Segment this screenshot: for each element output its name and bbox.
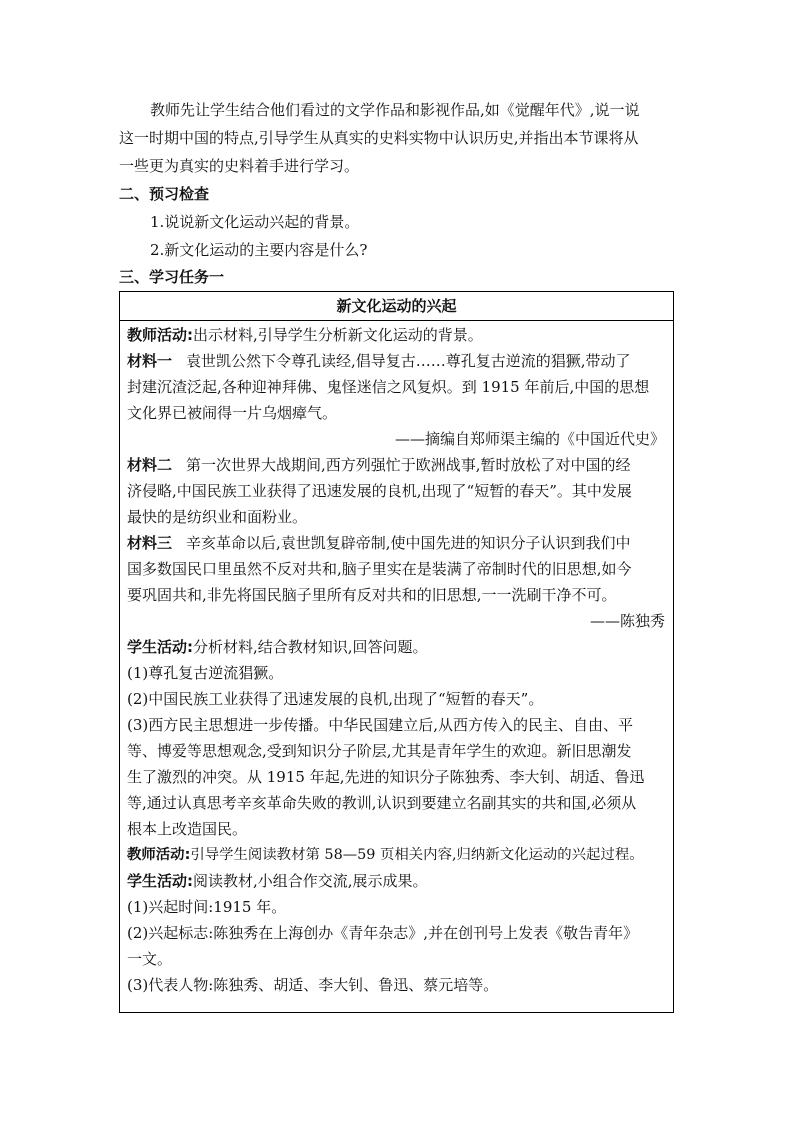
student-activity-label-2: 学生活动: [127, 872, 193, 890]
learning-task-table [119, 291, 674, 1013]
material-3-source: ——陈独秀 [589, 612, 665, 630]
result-3: (3)代表人物:陈独秀、胡适、李大钊、鲁迅、蔡元培等。 [127, 976, 499, 994]
result-2-line-2: 一文。 [127, 950, 173, 968]
answer-3-line-2: 等、博爱等思想观念,受到知识分子阶层,尤其是青年学生的欢迎。新旧思潮发 [127, 742, 632, 760]
preview-question-2: 2.新文化运动的主要内容是什么? [150, 241, 368, 259]
intro-line-1: 教师先让学生结合他们看过的文学作品和影视作品,如《觉醒年代》,说一说 [150, 101, 640, 119]
teacher-activity-label-2: 教师活动: [127, 847, 191, 863]
material-1-line-3: 文化界已被闹得一片乌烟瘴气。 [127, 404, 338, 422]
teacher-activity-1: 教师活动:出示材料,引导学生分析新文化运动的背景。 [127, 326, 483, 344]
material-3-line-1: 材料三 辛亥革命以后,袁世凯复辟帝制,使中国先进的知识分子认识到我们中 [127, 534, 631, 552]
result-2-line-1: (2)兴起标志:陈独秀在上海创办《青年杂志》,并在创刊号上发表《敬告青年》 [127, 924, 639, 942]
material-2-line-1: 材料二 第一次世界大战期间,西方列强忙于欧洲战事,暂时放松了对中国的经 [127, 456, 631, 474]
answer-3-line-3: 生了激烈的冲突。从 1915 年起,先进的知识分子陈独秀、李大钊、胡适、鲁迅 [127, 768, 645, 786]
section-heading-preview-check: 二、预习检查 [119, 185, 210, 203]
student-activity-label: 学生活动: [127, 638, 193, 656]
material-2-line-3: 最快的是纺织业和面粉业。 [127, 508, 308, 526]
answer-2: (2)中国民族工业获得了迅速发展的良机,出现了“短暂的春天”。 [127, 690, 544, 708]
material-2-line-2: 济侵略,中国民族工业获得了迅速发展的良机,出现了“短暂的春天”。其中发展 [127, 482, 632, 500]
material-1-source: ——摘编自郑师渠主编的《中国近代史》 [394, 430, 665, 448]
table-title: 新文化运动的兴起 [120, 292, 673, 321]
material-3-line-3: 要巩固共和,非先将国民脑子里所有反对共和的旧思想,一一洗刷干净不可。 [127, 586, 617, 604]
answer-3-line-1: (3)西方民主思想进一步传播。中华民国建立后,从西方传入的民主、自由、平 [127, 716, 634, 734]
intro-line-3: 一些更为真实的史料着手进行学习。 [119, 157, 360, 175]
material-2-label: 材料二 [127, 456, 173, 474]
section-heading-task-one: 三、学习任务一 [119, 268, 225, 286]
preview-question-1: 1.说说新文化运动兴起的背景。 [150, 213, 360, 231]
result-1: (1)兴起时间:1915 年。 [127, 898, 287, 916]
material-1-line-1: 材料一 袁世凯公然下令尊孔读经,倡导复古……尊孔复古逆流的猖獗,带动了 [127, 352, 631, 370]
student-activity-2: 学生活动:阅读教材,小组合作交流,展示成果。 [127, 872, 428, 890]
material-1-label: 材料一 [127, 352, 173, 370]
material-3-label: 材料三 [127, 534, 173, 552]
intro-line-2: 这一时期中国的特点,引导学生从真实的史料实物中认识历史,并指出本节课将从 [119, 129, 639, 147]
teacher-activity-2: 教师活动:引导学生阅读教材第 58—59 页相关内容,归纳新文化运动的兴起过程。 [127, 847, 644, 863]
answer-3-line-4: 等,通过认真思考辛亥革命失败的教训,认识到要建立名副其实的共和国,必须从 [127, 794, 637, 812]
student-activity-1: 学生活动:分析材料,结合教材知识,回答问题。 [127, 638, 428, 656]
teacher-activity-label: 教师活动: [127, 326, 193, 344]
answer-3-line-5: 根本上改造国民。 [127, 820, 248, 838]
material-3-line-2: 国多数国民口里虽然不反对共和,脑子里实在是装满了帝制时代的旧思想,如今 [127, 560, 632, 578]
material-1-line-2: 封建沉渣泛起,各种迎神拜佛、鬼怪迷信之风复炽。到 1915 年前后,中国的思想 [127, 378, 650, 396]
answer-1: (1)尊孔复古逆流猖獗。 [127, 664, 284, 682]
